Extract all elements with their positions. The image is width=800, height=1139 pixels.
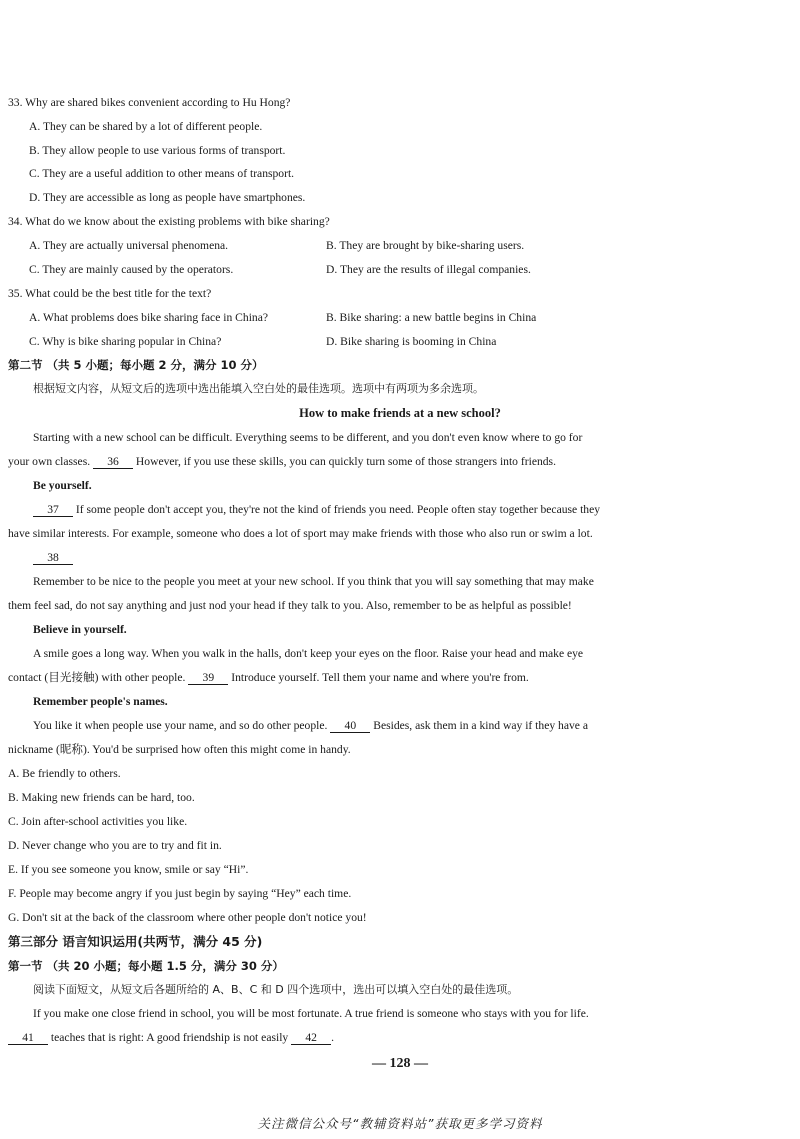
passage-p3-line2: them feel sad, do not say anything and just nod your head if they talk to you. Also, remember to be as helpful as possible! bbox=[8, 599, 572, 612]
passage-text: teaches that is right: A good friendship is not easily bbox=[50, 1031, 289, 1044]
passage-text: Introduce yourself. Tell them your name and where you're from. bbox=[231, 671, 529, 684]
q34-option-c: C. They are mainly caused by the operators. bbox=[29, 263, 234, 276]
part3-line2 bbox=[8, 1031, 334, 1045]
part3-instruction: 阅读下面短文，从短文后各题所给的 A、B、C 和 D 四个选项中，选出可以填入空白处的最佳选项。 bbox=[33, 983, 519, 996]
passage-text: You like it when people use your name, and so do other people. bbox=[33, 719, 328, 732]
subheading-believe-in-yourself: Believe in yourself. bbox=[33, 623, 127, 636]
option-d: D. Never change who you are to try and fit in. bbox=[8, 839, 222, 852]
passage-p4-line2 bbox=[8, 671, 529, 685]
q33-option-a: A. They can be shared by a lot of different people. bbox=[29, 120, 263, 133]
q35-stem: 35. What could be the best title for the text? bbox=[8, 287, 212, 300]
q33-option-b: B. They allow people to use various forms of transport. bbox=[29, 144, 286, 157]
passage-text: However, if you use these skills, you can quickly turn some of those strangers into friends. bbox=[135, 455, 556, 468]
passage-text: Besides, ask them in a kind way if they have a bbox=[373, 719, 588, 732]
passage-p5-line2: nickname (昵称). You'd be surprised how often this might come in handy. bbox=[8, 743, 351, 756]
q34-option-a: A. They are actually universal phenomena. bbox=[29, 239, 229, 252]
blank-39[interactable]: 39 bbox=[188, 671, 228, 685]
q35-option-b: B. Bike sharing: a new battle begins in China bbox=[326, 311, 537, 324]
option-f: F. People may become angry if you just begin by saying “Hey” each time. bbox=[8, 887, 352, 900]
q33-option-c: C. They are a useful addition to other means of transport. bbox=[29, 167, 295, 180]
footer-note: 关注微信公众号“教辅资料站”获取更多学习资料 bbox=[257, 1116, 543, 1131]
passage-p1-line1: Starting with a new school can be difficult. Everything seems to be different, and you don't even know where to go for bbox=[33, 431, 583, 444]
part3-sub-heading: 第一节 （共 20 小题；每小题 1.5 分，满分 30 分） bbox=[8, 959, 284, 973]
q34-stem: 34. What do we know about the existing problems with bike sharing? bbox=[8, 215, 330, 228]
blank-38[interactable]: 38 bbox=[33, 551, 73, 565]
passage-p2-line1 bbox=[33, 503, 600, 517]
passage-p1-line2 bbox=[8, 455, 556, 469]
part3-heading: 第三部分 语言知识运用(共两节，满分 45 分) bbox=[8, 934, 263, 949]
blank-40[interactable]: 40 bbox=[330, 719, 370, 733]
subheading-remember-names: Remember people's names. bbox=[33, 695, 168, 708]
blank-42[interactable]: 42 bbox=[291, 1031, 331, 1045]
q33-stem: 33. Why are shared bikes convenient according to Hu Hong? bbox=[8, 96, 291, 109]
passage-title: How to make friends at a new school? bbox=[299, 406, 501, 420]
option-a: A. Be friendly to others. bbox=[8, 767, 121, 780]
page-number: — 128 — bbox=[372, 1056, 428, 1071]
blank-37[interactable]: 37 bbox=[33, 503, 73, 517]
passage-p2-line2: have similar interests. For example, someone who does a lot of sport may make friends with those who also run or swim a lot. bbox=[8, 527, 593, 540]
passage-text: If some people don't accept you, they're not the kind of friends you need. People often stay together because they bbox=[75, 503, 601, 516]
passage-p5-line1 bbox=[33, 719, 588, 733]
blank-41[interactable]: 41 bbox=[8, 1031, 48, 1045]
q33-option-d: D. They are accessible as long as people have smartphones. bbox=[29, 191, 306, 204]
q34-option-b: B. They are brought by bike-sharing users. bbox=[326, 239, 525, 252]
section2-instruction: 根据短文内容，从短文后的选项中选出能填入空白处的最佳选项。选项中有两项为多余选项。 bbox=[33, 382, 484, 395]
passage-p4-line1: A smile goes a long way. When you walk in the halls, don't keep your eyes on the floor. Raise your head and make eye bbox=[33, 647, 584, 660]
part3-line1: If you make one close friend in school, you will be most fortunate. A true friend is someone who stays with you for life. bbox=[33, 1007, 589, 1020]
section2-heading: 第二节 （共 5 小题；每小题 2 分，满分 10 分） bbox=[8, 358, 264, 372]
passage-p3-line1: Remember to be nice to the people you meet at your new school. If you think that you will say something that may make bbox=[33, 575, 594, 588]
blank-38-line bbox=[33, 551, 73, 565]
option-c: C. Join after-school activities you like. bbox=[8, 815, 188, 828]
q35-option-d: D. Bike sharing is booming in China bbox=[326, 335, 497, 348]
q35-option-c: C. Why is bike sharing popular in China? bbox=[29, 335, 222, 348]
q34-option-d: D. They are the results of illegal companies. bbox=[326, 263, 531, 276]
subheading-be-yourself: Be yourself. bbox=[33, 479, 92, 492]
q35-option-a: A. What problems does bike sharing face in China? bbox=[29, 311, 269, 324]
option-g: G. Don't sit at the back of the classroom where other people don't notice you! bbox=[8, 911, 367, 924]
option-e: E. If you see someone you know, smile or say “Hi”. bbox=[8, 863, 249, 876]
passage-text: . bbox=[331, 1031, 335, 1044]
passage-text: your own classes. bbox=[8, 455, 91, 468]
option-b: B. Making new friends can be hard, too. bbox=[8, 791, 195, 804]
passage-text: contact (目光接触) with other people. bbox=[8, 671, 186, 684]
blank-36[interactable]: 36 bbox=[93, 455, 133, 469]
